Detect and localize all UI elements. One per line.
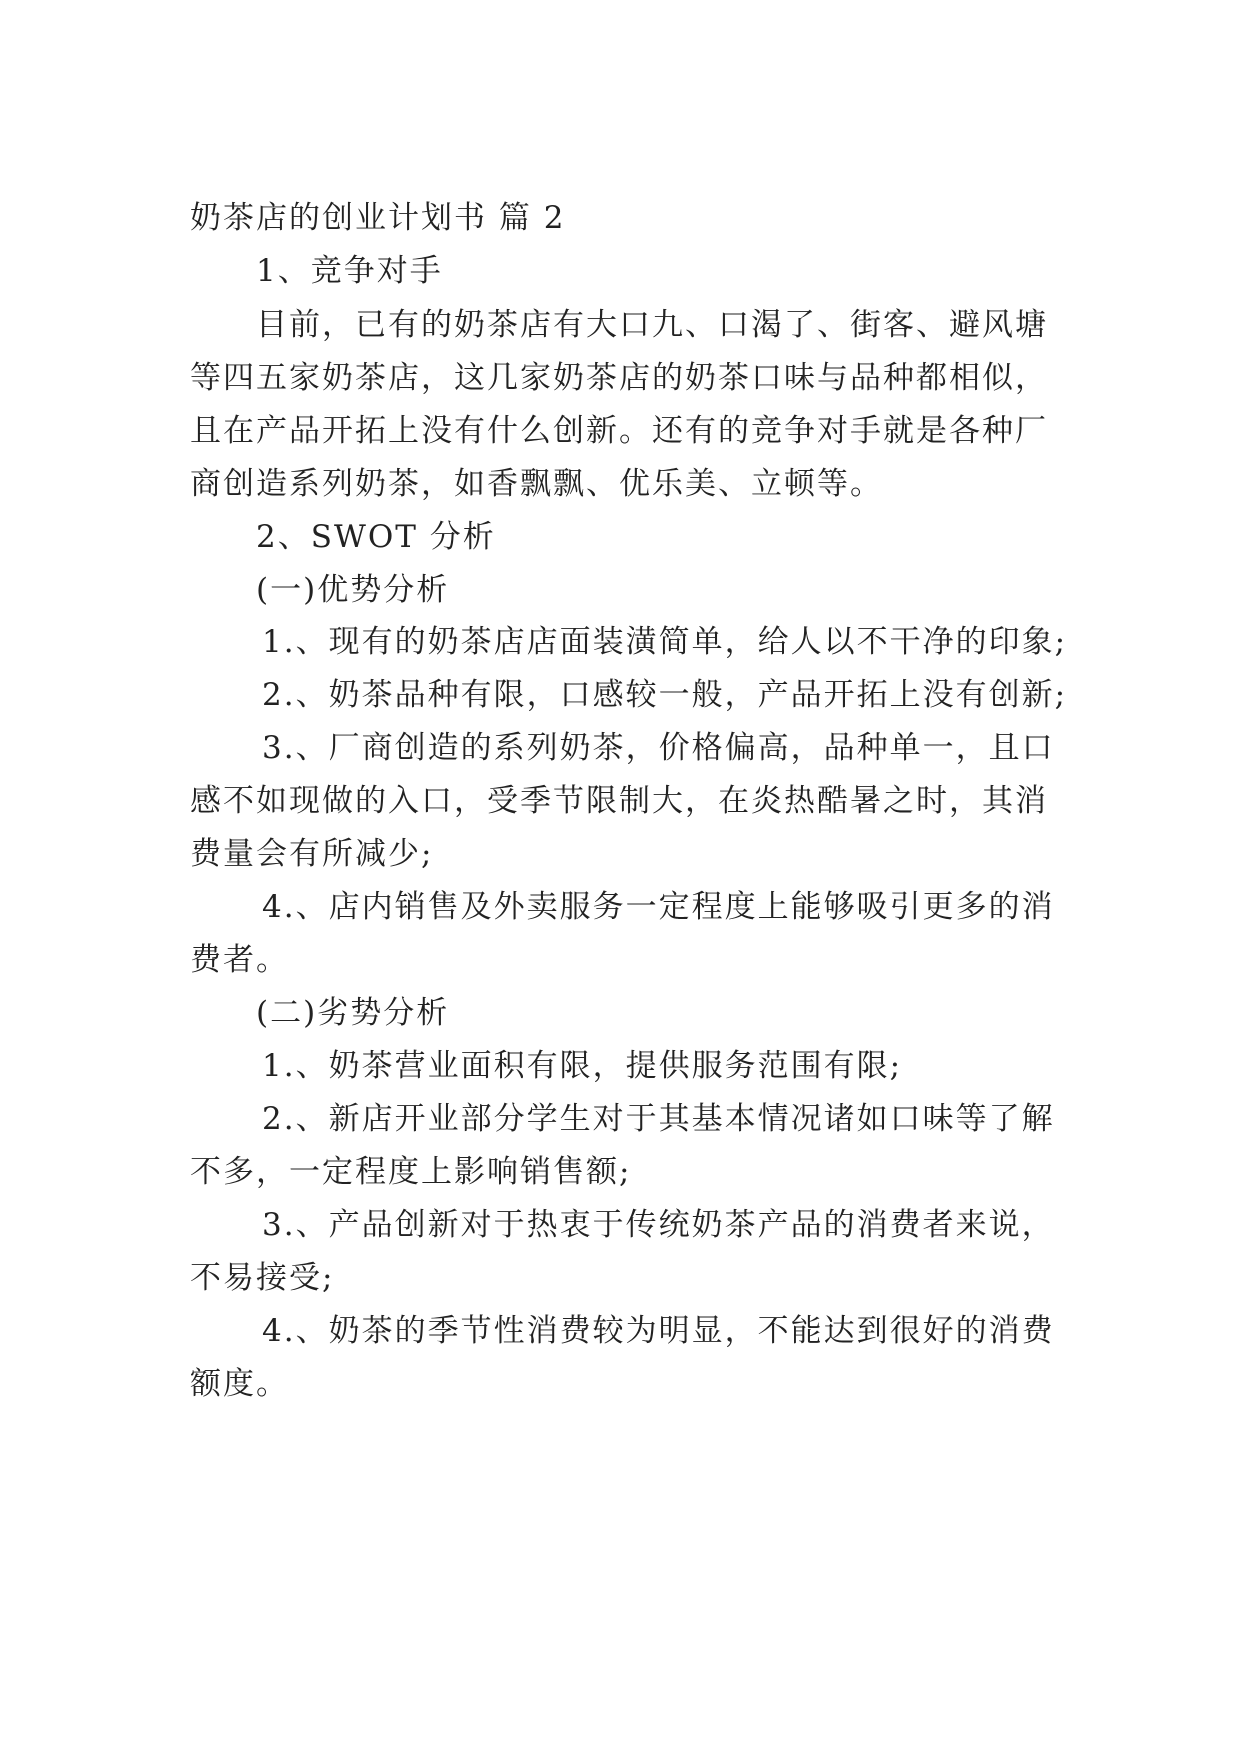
- list-item: 2.、新店开业部分学生对于其基本情况诸如口味等了解: [262, 1101, 1055, 1137]
- list-item: 1.、奶茶营业面积有限，提供服务范围有限;: [262, 1048, 903, 1084]
- list-item: 4.、奶茶的季节性消费较为明显，不能达到很好的消费: [262, 1313, 1055, 1349]
- list-item: 4.、店内销售及外卖服务一定程度上能够吸引更多的消: [262, 889, 1055, 925]
- list-item-continuation: 感不如现做的入口，受季节限制大，在炎热酷暑之时，其消: [190, 783, 1048, 819]
- list-item-continuation: 费者。: [190, 942, 289, 978]
- section-heading-competitors: 1、竞争对手: [256, 253, 443, 289]
- list-item: 2.、奶茶品种有限，口感较一般，产品开拓上没有创新;: [262, 677, 1068, 713]
- paragraph-line: 等四五家奶茶店，这几家奶茶店的奶茶口味与品种都相似，: [190, 360, 1048, 396]
- document-title: 奶茶店的创业计划书 篇 2: [190, 200, 566, 236]
- section-heading-swot: 2、SWOT 分析: [256, 519, 496, 555]
- list-item-continuation: 不多，一定程度上影响销售额;: [190, 1154, 632, 1190]
- list-item-continuation: 额度。: [190, 1366, 289, 1402]
- list-item: 3.、产品创新对于热衷于传统奶茶产品的消费者来说，: [262, 1207, 1055, 1243]
- list-item-continuation: 不易接受;: [190, 1260, 335, 1296]
- list-item: 1.、现有的奶茶店店面装潢简单，给人以不干净的印象;: [262, 624, 1068, 660]
- paragraph-line: 且在产品开拓上没有什么创新。还有的竞争对手就是各种厂: [190, 413, 1048, 449]
- subsection-heading-strengths: (一)优势分析: [256, 572, 450, 608]
- subsection-heading-weaknesses: (二)劣势分析: [256, 995, 450, 1031]
- list-item-continuation: 费量会有所减少;: [190, 836, 434, 872]
- paragraph-line: 目前，已有的奶茶店有大口九、口渴了、街客、避风塘: [256, 307, 1048, 343]
- paragraph-line: 商创造系列奶茶，如香飘飘、优乐美、立顿等。: [190, 466, 883, 502]
- list-item: 3.、厂商创造的系列奶茶，价格偏高，品种单一，且口: [262, 730, 1055, 766]
